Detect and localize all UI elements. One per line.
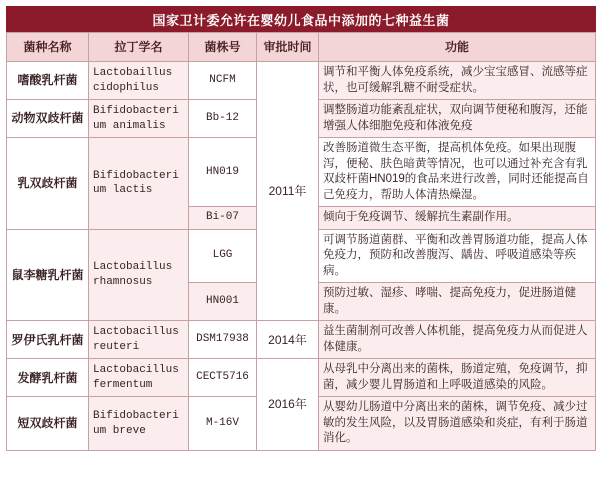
cell-function: 预防过敏、湿疹、哮喘、提高免疫力，促进肠道健康。 <box>319 283 596 321</box>
cell-latin-name: Bifidobacterium breve <box>89 397 189 451</box>
column-header-strain-number: 菌株号 <box>189 33 257 62</box>
cell-latin-name: Lactobacillus reuteri <box>89 321 189 359</box>
cell-latin-name: Lactobaillus rhamnosus <box>89 229 189 321</box>
probiotics-table <box>6 32 596 451</box>
cell-strain-number: Bb-12 <box>189 100 257 138</box>
cell-species-name: 嗜酸乳杆菌 <box>7 62 89 100</box>
cell-function: 益生菌制剂可改善人体机能，提高免疫力从而促进人体健康。 <box>319 321 596 359</box>
table-title: 国家卫计委允许在婴幼儿食品中添加的七种益生菌 <box>6 6 596 32</box>
cell-strain-number: LGG <box>189 229 257 283</box>
cell-approval-date: 2014年 <box>257 321 319 359</box>
column-header-approval-date: 审批时间 <box>257 33 319 62</box>
cell-species-name: 动物双歧杆菌 <box>7 100 89 138</box>
cell-species-name: 发酵乳杆菌 <box>7 359 89 397</box>
table-row <box>7 359 596 397</box>
cell-strain-number: CECT5716 <box>189 359 257 397</box>
cell-function: 从母乳中分离出来的菌株，肠道定殖，免疫调节，抑菌，减少婴儿胃肠道和上呼吸道感染的风险。 <box>319 359 596 397</box>
column-header-latin-name: 拉丁学名 <box>89 33 189 62</box>
cell-latin-name: Bifidobacterium lactis <box>89 138 189 230</box>
cell-species-name: 鼠李糖乳杆菌 <box>7 229 89 321</box>
table-header-row <box>7 33 596 62</box>
table-row <box>7 62 596 100</box>
cell-latin-name: Lactobacillus fermentum <box>89 359 189 397</box>
cell-strain-number: M-16V <box>189 397 257 451</box>
column-header-function: 功能 <box>319 33 596 62</box>
cell-function: 改善肠道微生态平衡，提高机体免疫。如果出现腹泻，便秘、肤色暗黄等情况，也可以通过补充含有乳双歧杆菌HN019的食品来进行改善，同时还能提高自己免疫力，帮助人体清热燥湿。 <box>319 138 596 207</box>
cell-species-name: 乳双歧杆菌 <box>7 138 89 230</box>
column-header-species-name: 菌种名称 <box>7 33 89 62</box>
cell-function: 倾向于免疫调节、缓解抗生素副作用。 <box>319 207 596 230</box>
cell-latin-name: Lactobaillus cidophilus <box>89 62 189 100</box>
cell-species-name: 短双歧杆菌 <box>7 397 89 451</box>
cell-strain-number: DSM17938 <box>189 321 257 359</box>
cell-latin-name: Bifidobacterium animalis <box>89 100 189 138</box>
cell-strain-number: HN019 <box>189 138 257 207</box>
cell-function: 调整肠道功能紊乱症状，双向调节便秘和腹泻，还能增强人体细胞免疫和体液免疫 <box>319 100 596 138</box>
table-row <box>7 321 596 359</box>
cell-function: 从婴幼儿肠道中分离出来的菌株，调节免疫、减少过敏的发生风险，以及胃肠道感染和炎症，有利于肠道消化。 <box>319 397 596 451</box>
cell-strain-number: Bi-07 <box>189 207 257 230</box>
cell-strain-number: NCFM <box>189 62 257 100</box>
cell-approval-date: 2016年 <box>257 359 319 451</box>
cell-function: 可调节肠道菌群、平衡和改善胃肠道功能，提高人体免疫力，预防和改善腹泻、龋齿、呼吸道感染等疾病。 <box>319 229 596 283</box>
cell-function: 调节和平衡人体免疫系统，减少宝宝感冒、流感等症状，也可缓解乳糖不耐受症状。 <box>319 62 596 100</box>
cell-approval-date: 2011年 <box>257 62 319 321</box>
cell-species-name: 罗伊氏乳杆菌 <box>7 321 89 359</box>
cell-strain-number: HN001 <box>189 283 257 321</box>
